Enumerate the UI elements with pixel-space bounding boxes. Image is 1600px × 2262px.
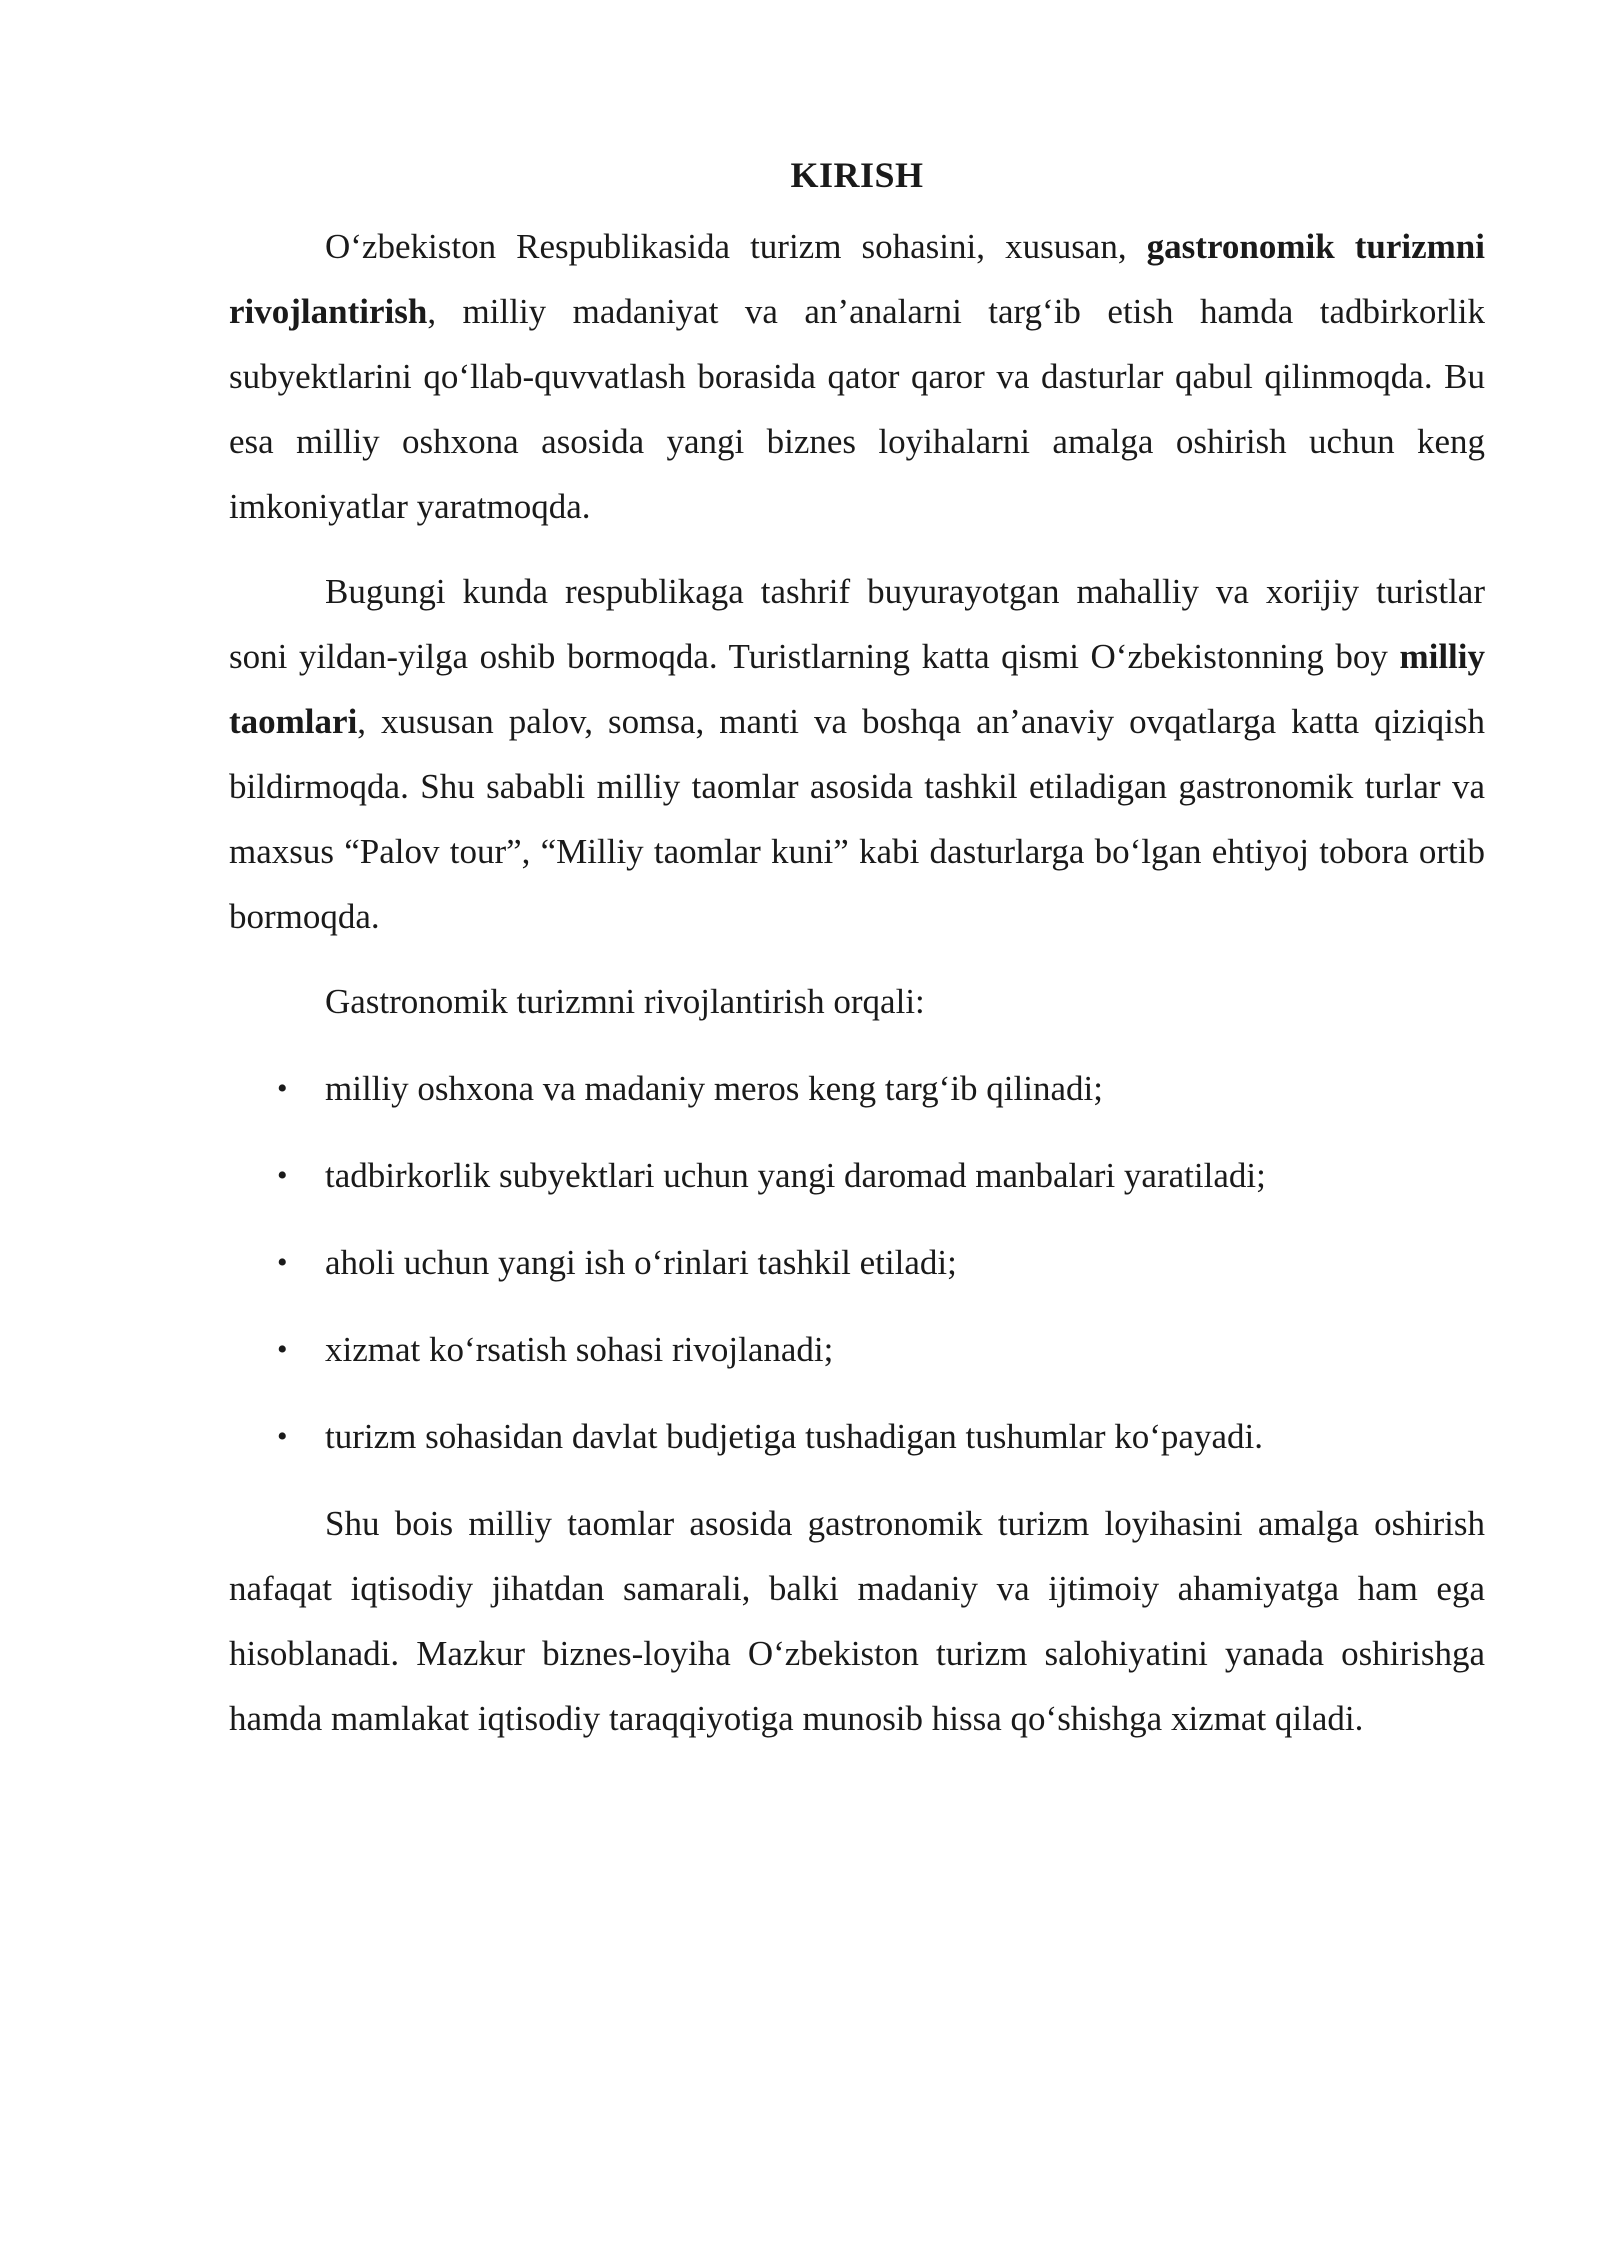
bullet-icon: • (277, 1246, 288, 1279)
paragraph-1-text-start: O‘zbekiston Respublikasida turizm sohasini, xususan, (325, 227, 1147, 266)
paragraph-2-text-start: Bugungi kunda respublikaga tashrif buyurayotgan mahalliy va xorijiy turistlar soni yildan-yilga oshib bormoqda. Turistlarning katta qismi O‘zbekistonning boy (229, 572, 1485, 676)
list-item (229, 1317, 1485, 1382)
list-item-text: tadbirkorlik subyektlari uchun yangi daromad manbalari yaratiladi; (325, 1156, 1266, 1195)
list-item (229, 1143, 1485, 1208)
bullet-icon: • (277, 1333, 288, 1366)
list-item (229, 1056, 1485, 1121)
benefits-list (229, 1056, 1485, 1469)
intro-paragraph-1 (229, 214, 1485, 539)
list-item-text: milliy oshxona va madaniy meros keng targ‘ib qilinadi; (325, 1069, 1103, 1108)
list-item-text: xizmat ko‘rsatish sohasi rivojlanadi; (325, 1330, 834, 1369)
document-page (229, 150, 1485, 1771)
bullet-icon: • (277, 1420, 288, 1453)
bullet-icon: • (277, 1072, 288, 1105)
list-lead-sentence: Gastronomik turizmni rivojlantirish orqali: (325, 982, 925, 1021)
paragraph-1-text-end: , milliy madaniyat va an’analarni targ‘ib etish hamda tadbirkorlik subyektlarini qo‘llab-quvvatlash borasida qator qaror va dasturlar qabul qilinmoqda. Bu esa milliy oshxona asosida yangi biznes loyihalarni amalga oshirish uchun keng imkoniyatlar yaratmoqda. (229, 292, 1485, 526)
paragraph-1-bold-phrase: gastronomik turizmni rivojlantirish (229, 227, 1485, 331)
page-title: KIRISH (790, 155, 924, 195)
list-item (229, 1230, 1485, 1295)
paragraph-2-bold-phrase: milliy taomlari (229, 637, 1485, 741)
intro-paragraph-2 (229, 559, 1485, 949)
conclusion-paragraph: Shu bois milliy taomlar asosida gastronomik turizm loyihasini amalga oshirish nafaqat iqtisodiy jihatdan samarali, balki madaniy va ijtimoiy ahamiyatga ham ega hisoblanadi. Mazkur biznes-loyiha O‘zbekiston turizm salohiyatini yanada oshirishga hamda mamlakat iqtisodiy taraqqiyotiga munosib hissa qo‘shishga xizmat qiladi. (229, 1504, 1485, 1738)
bullet-icon: • (277, 1159, 288, 1192)
paragraph-2-text-end: , xususan palov, somsa, manti va boshqa an’anaviy ovqatlarga katta qiziqish bildirmoqda. Shu sababli milliy taomlar asosida tashkil etiladigan gastronomik turlar va maxsus “Palov tour”, “Milliy taomlar kuni” kabi dasturlarga bo‘lgan ehtiyoj tobora ortib bormoqda. (229, 702, 1485, 936)
list-item (229, 1404, 1485, 1469)
list-item-text: turizm sohasidan davlat budjetiga tushadigan tushumlar ko‘payadi. (325, 1417, 1263, 1456)
list-item-text: aholi uchun yangi ish o‘rinlari tashkil etiladi; (325, 1243, 957, 1282)
